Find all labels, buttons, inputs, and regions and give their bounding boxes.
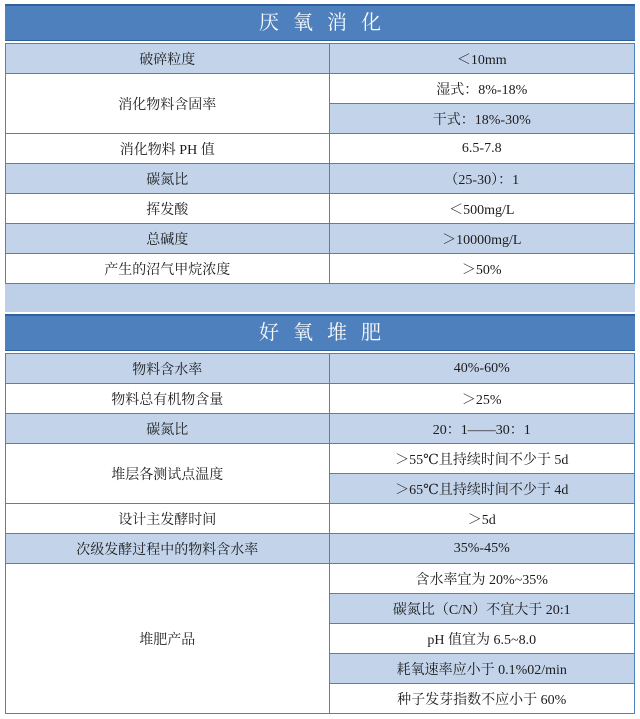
aerobic-composting-table [5,353,635,714]
table-row [6,444,635,474]
param-value-cell: 6.5-7.8 [329,134,635,164]
param-value-cell: 20：1——30：1 [329,414,635,444]
param-value-cell: 耗氧速率应小于 0.1%02/min [329,654,635,684]
param-label-cell: 次级发酵过程中的物料含水率 [6,534,330,564]
param-label-cell: 设计主发酵时间 [6,504,330,534]
param-value-cell: 40%-60% [329,354,635,384]
param-value-cell: 湿式：8%-18% [329,74,635,104]
table-row [6,564,635,594]
table-row [6,74,635,104]
table-row [6,194,635,224]
param-label-cell: 物料总有机物含量 [6,384,330,414]
param-label-cell: 总碱度 [6,224,330,254]
param-value-cell: （25-30）：1 [329,164,635,194]
param-value-cell: ＞50% [329,254,635,284]
table-row [6,354,635,384]
param-value-cell: ＞25% [329,384,635,414]
param-value-cell: 干式：18%-30% [329,104,635,134]
section-separator-band [5,284,635,312]
param-label-cell: 碳氮比 [6,164,330,194]
param-value-cell: 含水率宜为 20%~35% [329,564,635,594]
param-value-cell: ＞10000mg/L [329,224,635,254]
param-value-cell: 种子发芽指数不应小于 60% [329,684,635,714]
table-row [6,44,635,74]
param-value-cell: pH 值宜为 6.5~8.0 [329,624,635,654]
param-value-cell: 碳氮比（C/N）不宜大于 20:1 [329,594,635,624]
table-row [6,414,635,444]
param-label-cell: 堆肥产品 [6,564,330,714]
table-row [6,254,635,284]
param-label-cell: 消化物料 PH 值 [6,134,330,164]
table-row [6,534,635,564]
param-value-cell: 35%-45% [329,534,635,564]
table-row [6,224,635,254]
table-row [6,134,635,164]
param-label-cell: 产生的沼气甲烷浓度 [6,254,330,284]
param-label-cell: 堆层各测试点温度 [6,444,330,504]
anaerobic-digestion-table [5,43,635,284]
table-row [6,384,635,414]
param-value-cell: ＞5d [329,504,635,534]
section-title-aerobic-composting: 好氧堆肥 [5,314,635,351]
table-row [6,504,635,534]
table-row [6,164,635,194]
param-label-cell: 破碎粒度 [6,44,330,74]
param-value-cell: ＞65℃且持续时间不少于 4d [329,474,635,504]
param-label-cell: 碳氮比 [6,414,330,444]
param-label-cell: 消化物料含固率 [6,74,330,134]
param-label-cell: 挥发酸 [6,194,330,224]
param-value-cell: ＜10mm [329,44,635,74]
section-title-anaerobic-digestion: 厌氧消化 [5,4,635,41]
param-value-cell: ＞55℃且持续时间不少于 5d [329,444,635,474]
param-value-cell: ＜500mg/L [329,194,635,224]
param-label-cell: 物料含水率 [6,354,330,384]
